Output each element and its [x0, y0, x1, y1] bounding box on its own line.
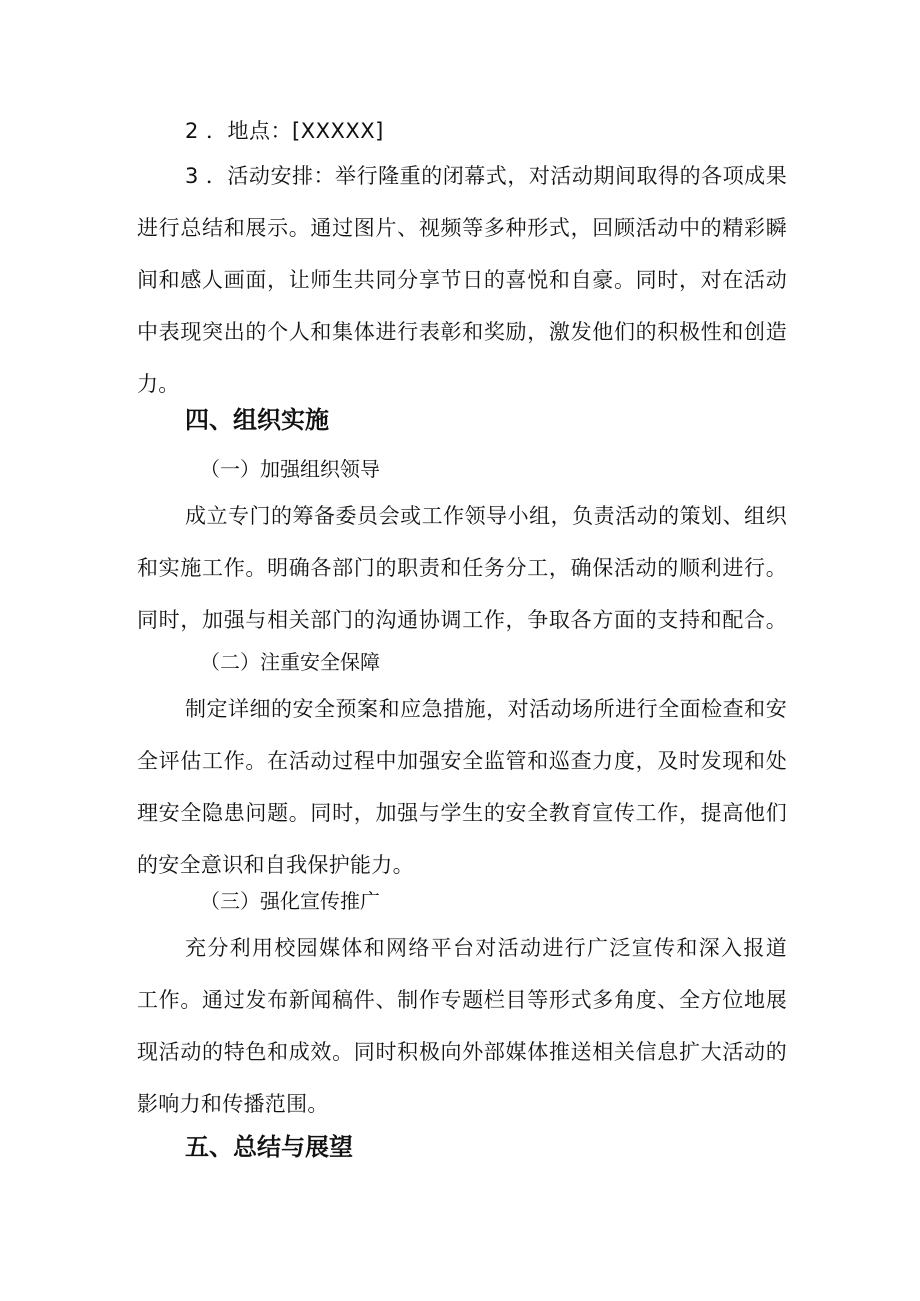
paragraph-line: 全评估工作。在活动过程中加强安全监管和巡查力度，及时发现和处 — [137, 749, 787, 773]
paragraph-line: 现活动的特色和成效。同时积极向外部媒体推送相关信息扩大活动的 — [137, 1040, 787, 1064]
paragraph-line: 的安全意识和自我保护能力。 — [137, 853, 414, 877]
paragraph-line: 成立专门的筹备委员会或工作领导小组，负责活动的策划、组织 — [185, 504, 787, 528]
paragraph-line: 3 ．活动安排：举行隆重的闭幕式，对活动期间取得的各项成果 — [185, 164, 787, 188]
paragraph-line: 间和感人画面，让师生共同分享节日的喜悦和自豪。同时，对在活动 — [137, 268, 787, 292]
subsection-2-heading: （二）注重安全保障 — [200, 650, 380, 674]
paragraph-line: 同时，加强与相关部门的沟通协调工作，争取各方面的支持和配合。 — [137, 608, 787, 632]
paragraph-line: 充分利用校园媒体和网络平台对活动进行广泛宣传和深入报道 — [185, 936, 787, 960]
paragraph-line: 理安全隐患问题。同时，加强与学生的安全教育宣传工作，提高他们 — [137, 801, 787, 825]
section-4-heading: 四、组织实施 — [185, 406, 329, 434]
item-2-location: 2 ．地点：[XXXXX] — [185, 119, 384, 143]
subsection-1-heading: （一）加强组织领导 — [200, 457, 380, 481]
paragraph-line: 中表现突出的个人和集体进行表彰和奖励，激发他们的积极性和创造 — [137, 320, 787, 344]
paragraph-line: 力。 — [137, 372, 180, 396]
paragraph-line: 进行总结和展示。通过图片、视频等多种形式，回顾活动中的精彩瞬 — [137, 216, 787, 240]
subsection-3-paragraph — [137, 922, 787, 1130]
paragraph-line: 制定详细的安全预案和应急措施，对活动场所进行全面检查和安 — [185, 697, 787, 721]
paragraph-line: 和实施工作。明确各部门的职责和任务分工，确保活动的顺利进行。 — [137, 556, 787, 580]
item-3-paragraph — [137, 150, 787, 410]
paragraph-line: 影响力和传播范围。 — [137, 1092, 329, 1116]
subsection-1-paragraph — [137, 490, 787, 646]
subsection-2-paragraph — [137, 683, 787, 891]
subsection-3-heading: （三）强化宣传推广 — [200, 889, 380, 913]
paragraph-line: 工作。通过发布新闻稿件、制作专题栏目等形式多角度、全方位地展 — [137, 988, 787, 1012]
section-5-heading: 五、总结与展望 — [185, 1133, 353, 1161]
